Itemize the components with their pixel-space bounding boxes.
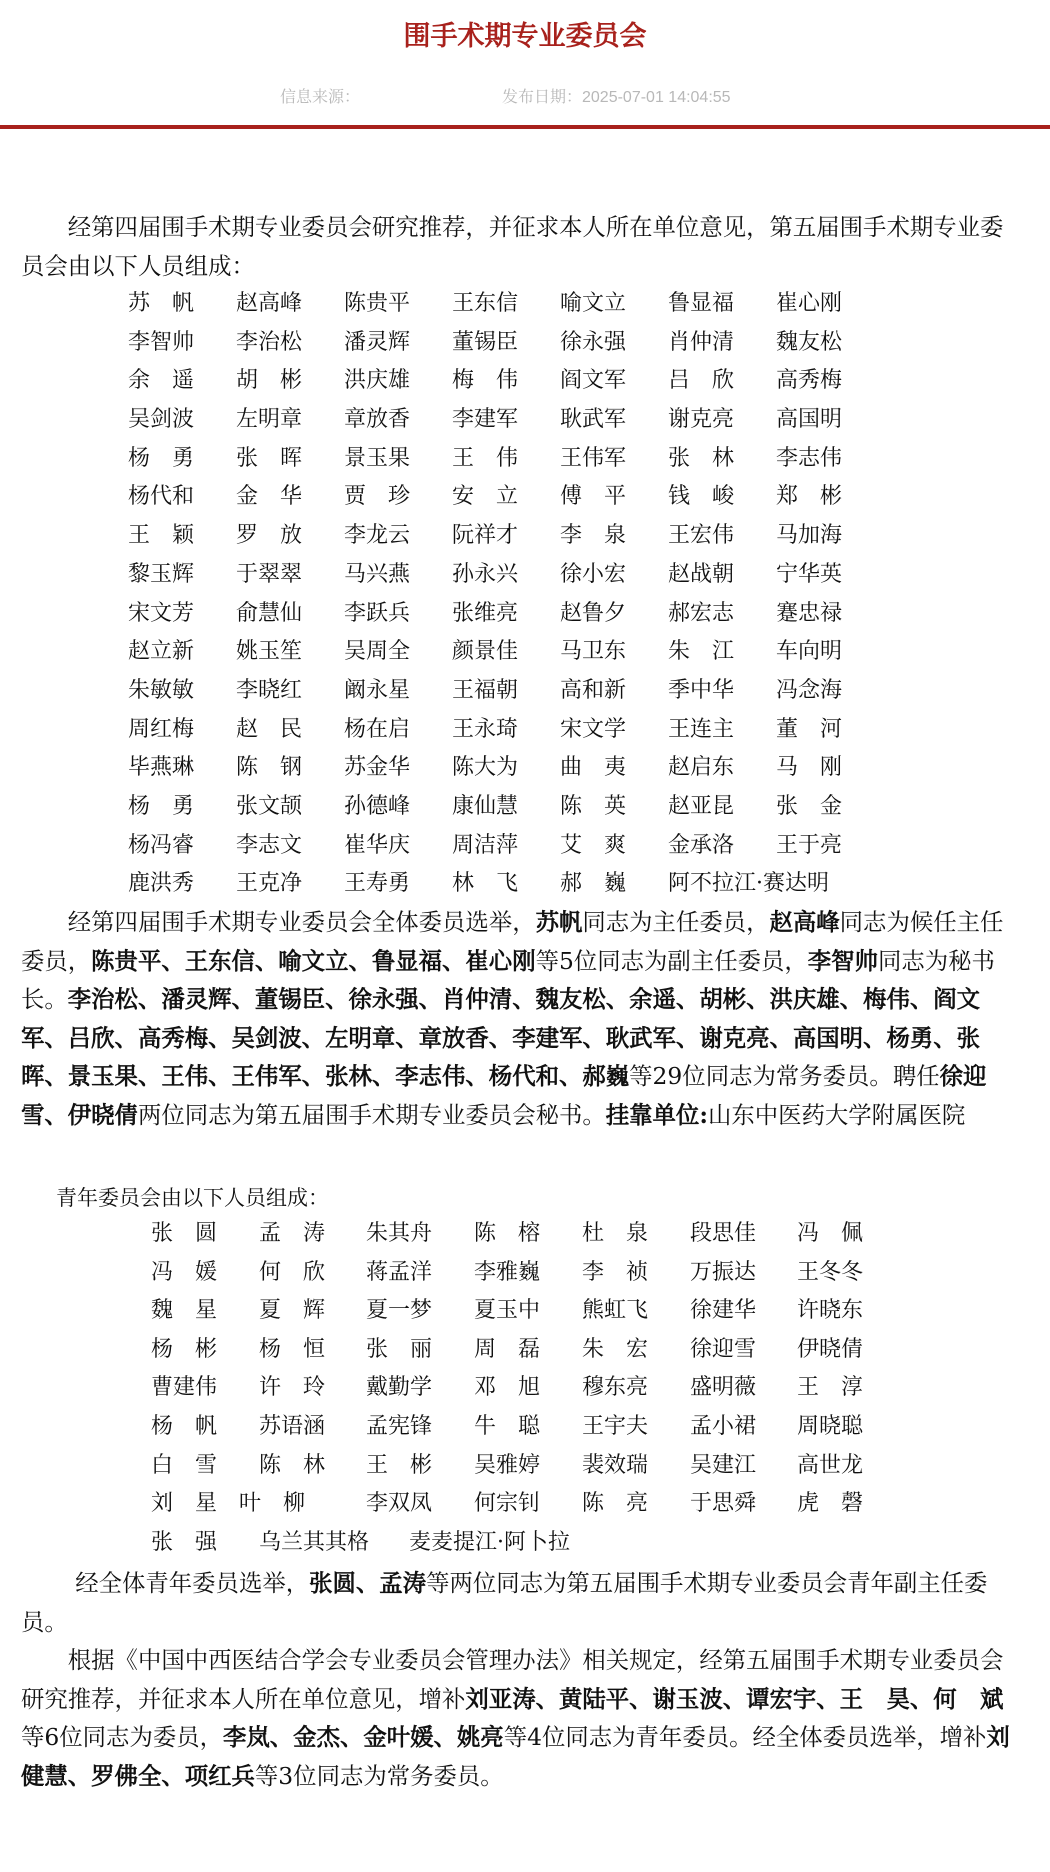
member-name: 朱敏敏: [128, 677, 195, 703]
header-divider: [0, 125, 1050, 129]
member-name: 王克净: [236, 871, 303, 897]
youth-member-name: 张 丽: [366, 1336, 433, 1362]
member-name: 赵高峰: [236, 291, 303, 316]
member-name: 赵立新: [128, 639, 195, 665]
member-name: 艾 爽: [560, 832, 627, 858]
member-name: 金 华: [236, 484, 303, 510]
member-name: 宋文学: [560, 716, 627, 742]
member-name: 徐小宏: [560, 561, 627, 587]
youth-member-name: 乌兰其其格: [259, 1529, 370, 1555]
member-name: 鲁显福: [668, 291, 735, 316]
member-name: 杨 勇: [128, 445, 195, 471]
member-name: 马卫东: [560, 639, 627, 665]
member-name: 章放香: [344, 407, 411, 433]
member-name: 高和新: [560, 677, 627, 703]
youth-member-name: 陈 榕: [474, 1221, 541, 1246]
youth-member-name: 王冬冬: [797, 1259, 864, 1285]
member-name: 阿不拉江·赛达明: [668, 871, 829, 897]
youth-member-name: 许 玲: [259, 1375, 326, 1401]
member-name: 董 河: [776, 716, 843, 742]
member-name: 阎文军: [560, 368, 627, 394]
youth-member-name: 段思佳: [690, 1221, 757, 1246]
youth-member-name: 万振达: [690, 1259, 757, 1285]
youth-member-name: 朱 宏: [582, 1336, 649, 1362]
youth-member-name: 王宇夫: [582, 1414, 649, 1439]
page-title: 围手术期专业委员会: [403, 21, 647, 52]
youth-member-name: 陈 林: [259, 1452, 326, 1478]
youth-member-name: 李双凤: [366, 1491, 433, 1517]
member-name: 李龙云: [344, 523, 411, 549]
member-name: 李智帅: [128, 329, 195, 355]
paragraph-text: 两位同志为第五届围手术期专业委员会秘书。: [137, 1100, 606, 1129]
member-name: 李治松: [236, 329, 303, 355]
member-name: 陈大为: [452, 755, 519, 781]
member-name: 贾 珍: [344, 484, 411, 510]
highlighted-names: 李治松、潘灵辉、董锡臣、徐永强、肖仲清、魏友松、余遥、胡彬、洪庆雄、梅伟、阎文军、吕欣、高秀梅、吴剑波、左明章、章放香、李建军、耿武军、谢克亮、高国明、杨勇、张晖、景玉果、王伟、王伟军、张林、李志伟、杨代和、郝巍: [21, 985, 981, 1091]
member-name: 马加海: [776, 523, 843, 549]
member-name: 姚玉笙: [236, 639, 303, 665]
member-name: 赵亚昆: [668, 793, 735, 819]
member-name: 郝宏志: [668, 600, 735, 626]
youth-election-paragraph: [21, 1564, 1021, 1641]
member-name: 李建军: [452, 407, 519, 433]
member-name: 王于亮: [776, 832, 843, 858]
member-name: 洪庆雄: [344, 368, 411, 394]
youth-member-name: 许晓东: [797, 1298, 864, 1324]
highlighted-names: 苏帆: [535, 908, 583, 936]
youth-member-name: 穆东亮: [582, 1375, 649, 1401]
highlighted-names: 刘健慧、罗佛全、项红兵: [21, 1723, 1010, 1790]
member-name: 李志伟: [776, 445, 843, 471]
member-name: 林 飞: [452, 871, 519, 897]
member-name: 王寿勇: [344, 871, 411, 897]
member-name: 赵鲁夕: [560, 600, 627, 626]
intro-paragraph: [21, 208, 1021, 285]
youth-member-name: 周 磊: [474, 1336, 541, 1362]
youth-member-name: 夏 辉: [259, 1298, 326, 1324]
member-name: 喻文立: [560, 291, 627, 316]
youth-member-name: 杨 彬: [151, 1336, 218, 1362]
youth-member-name: 刘 星 叶 柳: [151, 1491, 306, 1517]
member-name: 左明章: [236, 407, 303, 433]
paragraph-text: 等4位同志为青年委员。经全体委员选举，增补: [503, 1723, 987, 1752]
member-name: 李晓红: [236, 677, 303, 703]
youth-member-name: 冯 媛: [151, 1259, 218, 1285]
highlighted-names: 陈贵平、王东信、喻文立、鲁显福、崔心刚: [91, 946, 536, 975]
member-name: 吴周全: [344, 639, 411, 665]
youth-heading: 青年委员会由以下人员组成：: [56, 1186, 329, 1210]
member-name: 吴剑波: [128, 407, 195, 433]
member-name: 马 刚: [776, 755, 843, 781]
member-name: 周洁萍: [452, 832, 519, 858]
youth-member-name: 蒋孟洋: [366, 1259, 433, 1285]
member-name: 张 晖: [236, 445, 303, 471]
youth-member-name: 高世龙: [797, 1452, 864, 1478]
info-source: 信息来源：: [280, 89, 361, 106]
member-name: 王永琦: [452, 716, 519, 742]
member-name: 杨冯睿: [128, 832, 195, 858]
member-name: 宋文芳: [128, 600, 195, 626]
youth-member-name: 孟 涛: [259, 1221, 326, 1246]
member-name: 高国明: [776, 407, 843, 433]
highlighted-names: 李智帅: [807, 946, 878, 975]
youth-member-name: 徐迎雪: [690, 1336, 757, 1362]
member-name: 康仙慧: [452, 793, 519, 819]
member-name: 张 金: [776, 793, 843, 819]
paragraph-text: 等5位同志为副主任委员，: [535, 946, 808, 975]
youth-member-name: 李雅巍: [474, 1259, 541, 1285]
paragraph-text: 同志为秘书长。: [21, 946, 995, 1014]
member-name: 王福朝: [452, 677, 519, 703]
member-name: 傅 平: [560, 484, 627, 510]
highlighted-names: 徐迎雪、伊晓倩: [21, 1062, 987, 1129]
paragraph-text: 同志为主任委员，: [582, 908, 770, 936]
member-name: 曲 夷: [560, 755, 627, 781]
member-name: 崔心刚: [776, 291, 843, 316]
highlighted-names: 张圆、孟涛: [309, 1569, 427, 1597]
youth-member-name: 虎 磬: [797, 1491, 864, 1517]
youth-member-name: 李 祯: [582, 1259, 649, 1285]
member-name: 王 颖: [128, 523, 195, 549]
youth-member-name: 邓 旭: [474, 1375, 541, 1401]
member-name: 李志文: [236, 832, 303, 858]
youth-member-name: 伊晓倩: [797, 1336, 864, 1362]
paragraph-text: 等29位同志为常务委员。聘任: [629, 1062, 940, 1091]
member-name: 余 遥: [128, 368, 195, 394]
youth-member-name: 陈 亮: [582, 1491, 649, 1517]
youth-member-name: 曹建伟: [151, 1375, 218, 1401]
youth-member-name: 麦麦提江·阿卜拉: [409, 1529, 570, 1555]
member-name: 王伟军: [560, 445, 627, 471]
member-name: 宁华英: [776, 561, 843, 587]
member-name: 高秀梅: [776, 368, 843, 394]
member-name: 李 泉: [560, 523, 627, 549]
member-name: 杨 勇: [128, 793, 195, 819]
youth-member-name: 牛 聪: [474, 1414, 541, 1439]
member-name: 陈 英: [560, 793, 627, 819]
member-name: 鹿洪秀: [128, 871, 195, 897]
youth-member-name: 裴效瑞: [582, 1452, 649, 1478]
youth-member-name: 张 强: [151, 1529, 218, 1555]
publish-date: 发布日期：2025-07-01 14:04:55: [502, 89, 731, 106]
member-name: 孙德峰: [344, 793, 411, 819]
youth-member-name: 夏一梦: [366, 1298, 433, 1324]
youth-member-name: 杨 帆: [151, 1414, 218, 1439]
member-name: 郑 彬: [776, 484, 843, 510]
youth-member-name: 苏语涵: [259, 1414, 326, 1439]
member-name: 朱 江: [668, 639, 735, 665]
youth-member-name: 孟宪锋: [366, 1414, 433, 1439]
youth-member-name: 于思舜: [690, 1491, 757, 1517]
highlighted-names: 赵高峰: [769, 908, 840, 936]
youth-member-name: 吴建江: [690, 1452, 757, 1478]
youth-member-name: 冯 佩: [797, 1221, 864, 1246]
member-name: 李跃兵: [344, 600, 411, 626]
youth-member-name: 何 欣: [259, 1259, 326, 1285]
member-name: 黎玉辉: [128, 561, 195, 587]
member-name: 周红梅: [128, 716, 195, 742]
youth-member-name: 夏玉中: [474, 1298, 541, 1324]
member-name: 魏友松: [776, 329, 843, 355]
member-name: 阮祥才: [452, 523, 519, 549]
youth-member-name: 戴勤学: [366, 1375, 433, 1401]
member-name: 颜景佳: [452, 639, 519, 665]
paragraph-text: 同志为候任主任委员，: [21, 908, 1004, 975]
youth-member-name: 周晓聪: [797, 1414, 864, 1439]
highlighted-names: 李岚、金杰、金叶媛、姚亮: [223, 1723, 504, 1752]
member-name: 张 林: [668, 445, 735, 471]
member-name: 俞慧仙: [236, 600, 303, 626]
member-name: 徐永强: [560, 329, 627, 355]
member-name: 孙永兴: [452, 561, 519, 587]
member-grid: [128, 285, 884, 904]
paragraph-text: 经全体青年委员选举，: [21, 1569, 310, 1597]
member-name: [776, 865, 884, 904]
member-name: 杨在启: [344, 716, 411, 742]
youth-member-name: 白 雪: [151, 1452, 218, 1478]
member-name: 崔华庆: [344, 832, 411, 858]
member-name: 于翠翠: [236, 561, 303, 587]
member-name: 梅 伟: [452, 368, 519, 394]
member-name: 蹇忠禄: [776, 600, 843, 626]
member-name: 马兴燕: [344, 561, 411, 587]
paragraph-text: 经第四届围手术期专业委员会研究推荐，并征求本人所在单位意见，第五届围手术期专业委员会由以下人员组成：: [21, 213, 1004, 280]
member-name: 阚永星: [344, 677, 411, 703]
member-name: 钱 峻: [668, 484, 735, 510]
member-name: 赵 民: [236, 716, 303, 742]
youth-member-name: 王 淳: [797, 1375, 864, 1401]
paragraph-text: 经第四届围手术期专业委员会全体委员选举，: [21, 908, 536, 936]
member-name: 王连主: [668, 716, 735, 742]
member-name: 董锡臣: [452, 329, 519, 355]
member-name: 胡 彬: [236, 368, 303, 394]
member-name: 赵战朝: [668, 561, 735, 587]
youth-member-name: 徐建华: [690, 1298, 757, 1324]
paragraph-text: 等6位同志为委员，: [21, 1723, 224, 1752]
member-name: 杨代和: [128, 484, 195, 510]
youth-member-name: 何宗钊: [474, 1491, 541, 1517]
youth-member-name: 魏 星: [151, 1298, 218, 1324]
member-name: 张文颉: [236, 793, 303, 819]
member-name: 冯念海: [776, 677, 843, 703]
member-name: 季中华: [668, 677, 735, 703]
supplement-paragraph: [21, 1641, 1021, 1795]
youth-member-name: 张 圆: [151, 1221, 218, 1246]
highlighted-names: 挂靠单位:: [605, 1100, 708, 1129]
member-name: 王 伟: [452, 445, 519, 471]
member-name: 金承洛: [668, 832, 735, 858]
youth-member-name: 孟小裙: [690, 1414, 757, 1439]
member-name: 赵启东: [668, 755, 735, 781]
member-name: 王宏伟: [668, 523, 735, 549]
youth-member-name: 盛明薇: [690, 1375, 757, 1401]
youth-member-name: 王 彬: [366, 1452, 433, 1478]
member-name: 肖仲清: [668, 329, 735, 355]
paragraph-text: 根据《中国中西医结合学会专业委员会管理办法》相关规定，经第五届围手术期专业委员会研究推荐，并征求本人所在单位意见，增补: [21, 1646, 1004, 1713]
youth-member-name: 朱其舟: [366, 1221, 433, 1246]
member-name: 郝 巍: [560, 871, 627, 897]
election-paragraph: [21, 903, 1021, 1135]
member-name: 车向明: [776, 639, 843, 665]
paragraph-text: 山东中医药大学附属医院: [707, 1100, 966, 1129]
member-name: 陈 钢: [236, 755, 303, 781]
highlighted-names: 刘亚涛、黄陆平、谢玉波、谭宏宇、王 昊、何 斌: [465, 1684, 1004, 1713]
youth-member-name: 吴雅婷: [474, 1452, 541, 1478]
member-name: 安 立: [452, 484, 519, 510]
member-name: 王东信: [452, 291, 519, 316]
paragraph-text: 等3位同志为常务委员。: [254, 1761, 504, 1790]
paragraph-text: 等两位同志为第五届围手术期专业委员会青年副主任委员。: [21, 1569, 988, 1636]
member-name: 苏 帆: [128, 291, 195, 316]
member-name: 罗 放: [236, 523, 303, 549]
member-name: 毕燕琳: [128, 755, 195, 781]
member-name: 耿武军: [560, 407, 627, 433]
member-name: 陈贵平: [344, 291, 411, 316]
youth-member-name: 杨 恒: [259, 1336, 326, 1362]
youth-member-name: 杜 泉: [582, 1221, 649, 1246]
member-name: 张维亮: [452, 600, 519, 626]
member-name: 苏金华: [344, 755, 411, 781]
member-name: 潘灵辉: [344, 329, 411, 355]
youth-member-name: 熊虹飞: [582, 1298, 649, 1324]
member-name: 景玉果: [344, 445, 411, 471]
member-name: 吕 欣: [668, 368, 735, 394]
member-name: 谢克亮: [668, 407, 735, 433]
